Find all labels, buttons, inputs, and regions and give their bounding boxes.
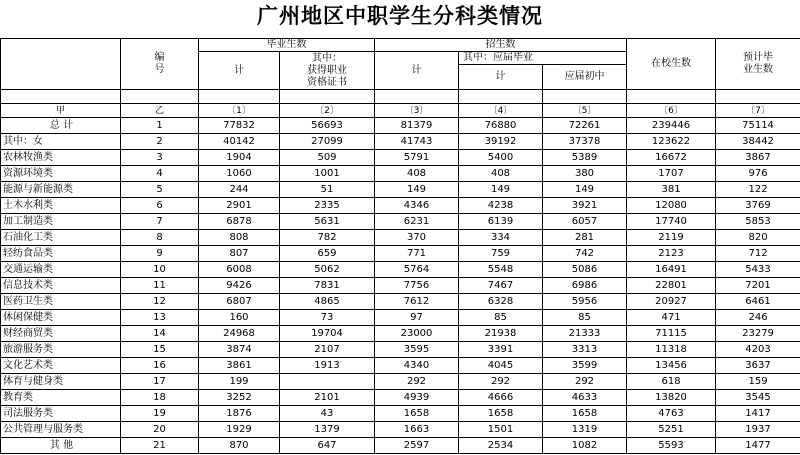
value-cell: 771	[375, 246, 459, 262]
index-cell: 〔7〕	[716, 104, 800, 118]
value-cell: 199	[199, 374, 280, 390]
row-label: 医药卫生类	[1, 294, 121, 310]
value-cell: 75114	[716, 118, 800, 134]
row-number: 3	[121, 150, 199, 166]
row-label: 加工制造类	[1, 214, 121, 230]
value-cell: 40142	[199, 134, 280, 150]
index-row	[1, 104, 800, 118]
row-label: 石油化工类	[1, 230, 121, 246]
value-cell: 408	[459, 166, 543, 182]
index-cell: 〔1〕	[199, 104, 280, 118]
value-cell: 246	[716, 310, 800, 326]
value-cell: 1937	[716, 422, 800, 438]
value-cell: 1319	[543, 422, 627, 438]
spacer-cell	[627, 90, 716, 104]
value-cell: 5853	[716, 214, 800, 230]
value-cell: 3252	[199, 390, 280, 406]
row-label: 总 计	[1, 118, 121, 134]
value-cell: 334	[459, 230, 543, 246]
value-cell: 3921	[543, 198, 627, 214]
value-cell: 1417	[716, 406, 800, 422]
value-cell: 9426	[199, 278, 280, 294]
value-cell: 73	[280, 310, 375, 326]
value-cell: 5593	[627, 438, 716, 454]
value-cell: 659	[280, 246, 375, 262]
value-cell: 23279	[716, 326, 800, 342]
value-cell: 1707	[627, 166, 716, 182]
row-number: 10	[121, 262, 199, 278]
value-cell: 85	[459, 310, 543, 326]
value-cell: 43	[280, 406, 375, 422]
row-label: 资源环境类	[1, 166, 121, 182]
header-graduates-certified: 其中： 获得职业 资格证书	[280, 52, 375, 90]
value-cell: 5400	[459, 150, 543, 166]
index-cell: 〔3〕	[375, 104, 459, 118]
value-cell: 5086	[543, 262, 627, 278]
value-cell: 1501	[459, 422, 543, 438]
value-cell: 6461	[716, 294, 800, 310]
value-cell: 13456	[627, 358, 716, 374]
value-cell: 5764	[375, 262, 459, 278]
header-blank	[1, 39, 121, 90]
header-graduates: 毕业生数	[199, 39, 375, 52]
value-cell: 281	[543, 230, 627, 246]
row-label: 教育类	[1, 390, 121, 406]
table-row	[1, 342, 800, 358]
spacer-cell	[716, 90, 800, 104]
value-cell: 5251	[627, 422, 716, 438]
value-cell: 7201	[716, 278, 800, 294]
value-cell: 408	[375, 166, 459, 182]
value-cell: 149	[543, 182, 627, 198]
spacer-cell	[1, 90, 121, 104]
value-cell: 85	[543, 310, 627, 326]
value-cell: 4763	[627, 406, 716, 422]
row-label: 司法服务类	[1, 406, 121, 422]
value-cell: 76880	[459, 118, 543, 134]
value-cell: 122	[716, 182, 800, 198]
row-label: 轻纺食品类	[1, 246, 121, 262]
value-cell: 16491	[627, 262, 716, 278]
table-row	[1, 198, 800, 214]
table-row	[1, 438, 800, 454]
spacer-cell	[375, 90, 459, 104]
row-label: 农林牧渔类	[1, 150, 121, 166]
value-cell: 4865	[280, 294, 375, 310]
row-label: 信息技术类	[1, 278, 121, 294]
page-title: 广州地区中职学生分科类情况	[257, 4, 543, 28]
value-cell: 2101	[280, 390, 375, 406]
value-cell: 38442	[716, 134, 800, 150]
value-cell: 56693	[280, 118, 375, 134]
index-cell: 〔5〕	[543, 104, 627, 118]
row-number: 21	[121, 438, 199, 454]
row-number: 1	[121, 118, 199, 134]
value-cell: 2107	[280, 342, 375, 358]
value-cell: 1379	[280, 422, 375, 438]
table-row	[1, 150, 800, 166]
value-cell: 37378	[543, 134, 627, 150]
value-cell: 1658	[543, 406, 627, 422]
value-cell: 123622	[627, 134, 716, 150]
value-cell: 4666	[459, 390, 543, 406]
value-cell: 807	[199, 246, 280, 262]
row-number: 16	[121, 358, 199, 374]
value-cell: 81379	[375, 118, 459, 134]
header-graduates-total: 计	[199, 52, 280, 90]
spacer-cell	[121, 90, 199, 104]
value-cell: 6986	[543, 278, 627, 294]
index-cell: 〔6〕	[627, 104, 716, 118]
value-cell: 5389	[543, 150, 627, 166]
header-expected-graduates: 预计毕 业生数	[716, 39, 800, 90]
value-cell: 1001	[280, 166, 375, 182]
value-cell: 244	[199, 182, 280, 198]
value-cell: 5956	[543, 294, 627, 310]
value-cell: 7467	[459, 278, 543, 294]
value-cell: 3769	[716, 198, 800, 214]
row-number: 9	[121, 246, 199, 262]
row-label: 其中：女	[1, 134, 121, 150]
spacer-cell	[199, 90, 280, 104]
header-fresh-total: 计	[459, 65, 543, 90]
value-cell: 3861	[199, 358, 280, 374]
value-cell: 159	[716, 374, 800, 390]
value-cell: 2901	[199, 198, 280, 214]
row-number: 13	[121, 310, 199, 326]
index-cell: 甲	[1, 104, 121, 118]
value-cell: 5433	[716, 262, 800, 278]
value-cell: 1913	[280, 358, 375, 374]
value-cell: 1060	[199, 166, 280, 182]
value-cell: 3599	[543, 358, 627, 374]
header-in-school: 在校生数	[627, 39, 716, 90]
value-cell: 4238	[459, 198, 543, 214]
table-row	[1, 118, 800, 134]
row-number: 18	[121, 390, 199, 406]
table-row	[1, 422, 800, 438]
value-cell: 17740	[627, 214, 716, 230]
value-cell: 22801	[627, 278, 716, 294]
value-cell: 5791	[375, 150, 459, 166]
value-cell: 380	[543, 166, 627, 182]
value-cell: 2335	[280, 198, 375, 214]
value-cell: 51	[280, 182, 375, 198]
value-cell: 3867	[716, 150, 800, 166]
value-cell: 149	[375, 182, 459, 198]
value-cell: 509	[280, 150, 375, 166]
value-cell: 1082	[543, 438, 627, 454]
value-cell: 4203	[716, 342, 800, 358]
value-cell: 239446	[627, 118, 716, 134]
value-cell: 647	[280, 438, 375, 454]
value-cell: 27099	[280, 134, 375, 150]
value-cell: 19704	[280, 326, 375, 342]
value-cell: 13820	[627, 390, 716, 406]
value-cell: 7756	[375, 278, 459, 294]
value-cell: 160	[199, 310, 280, 326]
value-cell: 742	[543, 246, 627, 262]
spacer-cell	[280, 90, 375, 104]
value-cell	[280, 374, 375, 390]
row-number: 7	[121, 214, 199, 230]
header-fresh-junior: 应届初中	[543, 65, 627, 90]
value-cell: 71115	[627, 326, 716, 342]
value-cell: 21938	[459, 326, 543, 342]
value-cell: 1929	[199, 422, 280, 438]
value-cell: 292	[375, 374, 459, 390]
row-label: 体育与健身类	[1, 374, 121, 390]
row-number: 14	[121, 326, 199, 342]
value-cell: 2119	[627, 230, 716, 246]
value-cell: 3391	[459, 342, 543, 358]
value-cell: 12080	[627, 198, 716, 214]
row-number: 8	[121, 230, 199, 246]
row-label: 文化艺术类	[1, 358, 121, 374]
row-label: 公共管理与服务类	[1, 422, 121, 438]
row-number: 6	[121, 198, 199, 214]
row-number: 5	[121, 182, 199, 198]
value-cell: 6328	[459, 294, 543, 310]
row-label: 能源与新能源类	[1, 182, 121, 198]
row-number: 15	[121, 342, 199, 358]
value-cell: 3637	[716, 358, 800, 374]
value-cell: 16672	[627, 150, 716, 166]
header-enrollment-fresh: 其中：应届毕业	[459, 52, 627, 65]
row-label: 休闲保健类	[1, 310, 121, 326]
value-cell: 5062	[280, 262, 375, 278]
table-row	[1, 390, 800, 406]
value-cell: 1477	[716, 438, 800, 454]
spacer-cell	[459, 90, 543, 104]
row-number: 12	[121, 294, 199, 310]
value-cell: 4346	[375, 198, 459, 214]
value-cell: 4633	[543, 390, 627, 406]
index-cell: 〔4〕	[459, 104, 543, 118]
row-number: 19	[121, 406, 199, 422]
value-cell: 7831	[280, 278, 375, 294]
value-cell: 6057	[543, 214, 627, 230]
header-enrollment-total: 计	[375, 52, 459, 90]
header-number: 编 号	[121, 39, 199, 90]
table-row	[1, 182, 800, 198]
value-cell: 1876	[199, 406, 280, 422]
table-row	[1, 246, 800, 262]
row-number: 11	[121, 278, 199, 294]
value-cell: 3313	[543, 342, 627, 358]
table-row	[1, 230, 800, 246]
value-cell: 11318	[627, 342, 716, 358]
value-cell: 712	[716, 246, 800, 262]
value-cell: 72261	[543, 118, 627, 134]
value-cell: 41743	[375, 134, 459, 150]
value-cell: 4939	[375, 390, 459, 406]
index-cell: 乙	[121, 104, 199, 118]
value-cell: 381	[627, 182, 716, 198]
row-number: 4	[121, 166, 199, 182]
row-label: 其 他	[1, 438, 121, 454]
table-row	[1, 406, 800, 422]
value-cell: 3595	[375, 342, 459, 358]
table-row	[1, 294, 800, 310]
value-cell: 870	[199, 438, 280, 454]
value-cell: 23000	[375, 326, 459, 342]
value-cell: 6139	[459, 214, 543, 230]
table-row	[1, 310, 800, 326]
value-cell: 1658	[375, 406, 459, 422]
stats-table	[0, 38, 800, 454]
value-cell: 7612	[375, 294, 459, 310]
value-cell: 20927	[627, 294, 716, 310]
value-cell: 4340	[375, 358, 459, 374]
value-cell: 21333	[543, 326, 627, 342]
index-cell: 〔2〕	[280, 104, 375, 118]
value-cell: 820	[716, 230, 800, 246]
value-cell: 5631	[280, 214, 375, 230]
row-label: 旅游服务类	[1, 342, 121, 358]
row-number: 17	[121, 374, 199, 390]
table-row	[1, 166, 800, 182]
value-cell: 471	[627, 310, 716, 326]
value-cell: 24968	[199, 326, 280, 342]
row-label: 土木水利类	[1, 198, 121, 214]
value-cell: 6008	[199, 262, 280, 278]
value-cell: 6878	[199, 214, 280, 230]
value-cell: 4045	[459, 358, 543, 374]
table-row	[1, 278, 800, 294]
value-cell: 1904	[199, 150, 280, 166]
table-row	[1, 134, 800, 150]
table-row	[1, 374, 800, 390]
value-cell: 1658	[459, 406, 543, 422]
value-cell: 2123	[627, 246, 716, 262]
value-cell: 808	[199, 230, 280, 246]
value-cell: 292	[543, 374, 627, 390]
value-cell: 370	[375, 230, 459, 246]
header-enrollment: 招生数	[375, 39, 627, 52]
value-cell: 39192	[459, 134, 543, 150]
table-row	[1, 358, 800, 374]
value-cell: 149	[459, 182, 543, 198]
value-cell: 292	[459, 374, 543, 390]
table-row	[1, 262, 800, 278]
value-cell: 976	[716, 166, 800, 182]
value-cell: 618	[627, 374, 716, 390]
row-label: 财经商贸类	[1, 326, 121, 342]
value-cell: 6231	[375, 214, 459, 230]
value-cell: 3874	[199, 342, 280, 358]
row-label: 交通运输类	[1, 262, 121, 278]
value-cell: 759	[459, 246, 543, 262]
row-number: 2	[121, 134, 199, 150]
value-cell: 97	[375, 310, 459, 326]
table-row	[1, 326, 800, 342]
table-row	[1, 214, 800, 230]
value-cell: 2534	[459, 438, 543, 454]
value-cell: 77832	[199, 118, 280, 134]
value-cell: 2597	[375, 438, 459, 454]
value-cell: 782	[280, 230, 375, 246]
value-cell: 5548	[459, 262, 543, 278]
value-cell: 3545	[716, 390, 800, 406]
value-cell: 6807	[199, 294, 280, 310]
row-number: 20	[121, 422, 199, 438]
spacer-cell	[543, 90, 627, 104]
value-cell: 1663	[375, 422, 459, 438]
